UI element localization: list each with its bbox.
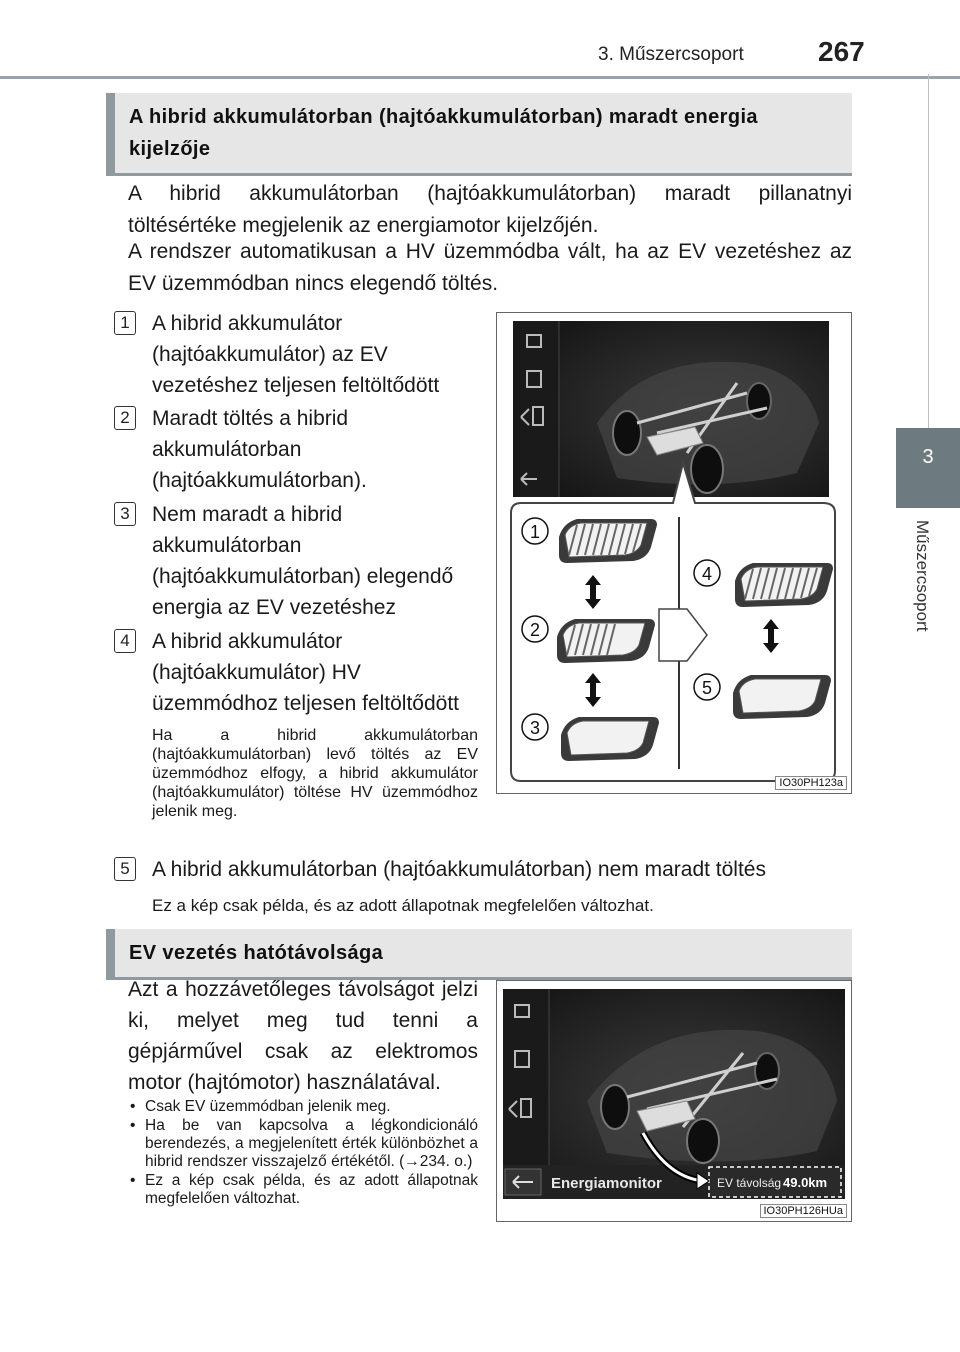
note-item-4: Ha a hibrid akkumulátorban (hajtóakkumulátorban) levő töltés az EV üzemmódhoz elfogy, a hibrid akkumulátor (hajtóakkumulátor) töltése HV üzemmódhoz jelenik meg.: [152, 727, 478, 820]
paragraph-intro: A hibrid akkumulátorban (hajtóakkumulátorban) maradt pillanatnyi töltésértéke megjelenik az energiamotor kijelzőjén.: [128, 182, 852, 237]
figure-label-5: 5: [701, 678, 713, 698]
paragraph-ev-range: Azt a hozzávetőleges távolságot jelzi ki, melyet meg tud tenni a gépjárművel csak az elektromos motor (hajtómotor) használatával.: [128, 978, 478, 1094]
item-text-1: A hibrid akkumulátor (hajtóakkumulátor) az EV vezetéshez teljesen feltöltődött: [152, 312, 440, 397]
battery-state-4: [735, 563, 833, 607]
item-number-1: 1: [114, 311, 136, 335]
screen-title: Energiamonitor: [551, 1175, 662, 1192]
item-text-3: Nem maradt a hibrid akkumulátorban (hajtóakkumulátorban) elegendő energia az EV vezetéshez: [152, 503, 454, 619]
item-number-2: 2: [114, 406, 136, 430]
item-text-5: A hibrid akkumulátorban (hajtóakkumulátorban) nem maradt töltés: [152, 858, 766, 881]
ev-range-label: EV távolság: [717, 1176, 782, 1190]
item-text-4: A hibrid akkumulátor (hajtóakkumulátor) HV üzemmódhoz teljesen feltöltődött: [152, 630, 460, 715]
figure-ev-range-svg: [497, 981, 851, 1221]
side-divider: [928, 74, 929, 428]
chapter-tab-label: Műszercsoport: [913, 520, 932, 632]
section-heading-battery: A hibrid akkumulátorban (hajtóakkumulátorban) maradt energia kijelzője: [106, 93, 852, 176]
figure-label-3: 3: [529, 718, 541, 738]
battery-state-2: [557, 619, 655, 663]
figure-code-1: IO30PH123a: [775, 776, 847, 790]
battery-state-5: [733, 675, 831, 719]
figure-label-2: 2: [529, 620, 541, 640]
chapter-tab-number: 3: [922, 446, 934, 468]
battery-state-1: [559, 519, 657, 563]
note-item-5: Ez a kép csak példa, és az adott állapotnak megfelelően változhat.: [152, 896, 654, 915]
note-bullet-1: • Csak EV üzemmódban jelenik meg.: [124, 1098, 478, 1116]
item-number-3: 3: [114, 502, 136, 526]
figure-battery-levels: [496, 312, 852, 794]
item-number-4: 4: [114, 629, 136, 653]
paragraph-hv-switch: A rendszer automatikusan a HV üzemmódba vált, ha az EV vezetéshez az EV üzemmódban nincs elegendő töltés.: [128, 240, 852, 295]
figure-ev-range: [496, 980, 852, 1222]
section-heading-ev-range: EV vezetés hatótávolsága: [106, 929, 852, 980]
item-text-2: Maradt töltés a hibrid akkumulátorban (hajtóakkumulátorban).: [152, 407, 367, 492]
page-number: 267: [818, 36, 865, 67]
note-bullet-2: • Ha be van kapcsolva a légkondicionáló berendezés, a megjelenített érték különbözhet a hibrid rendszer visszajelző értékétől. (→234. o.): [124, 1117, 478, 1171]
figure-code-2: IO30PH126HUa: [760, 1204, 848, 1218]
figure-battery-levels-svg: [497, 313, 851, 793]
ev-range-value: 49.0km: [783, 1175, 828, 1190]
note-bullet-3: • Ez a kép csak példa, és az adott állapotnak megfelelően változhat.: [124, 1172, 478, 1208]
battery-state-3: [561, 717, 659, 761]
item-number-5: 5: [114, 857, 136, 881]
chapter-title: 3. Műszercsoport: [598, 44, 744, 65]
notes-list: [124, 1098, 478, 1209]
figure-label-1: 1: [529, 522, 541, 542]
header-divider: [0, 76, 960, 79]
figure-label-4: 4: [701, 564, 713, 584]
